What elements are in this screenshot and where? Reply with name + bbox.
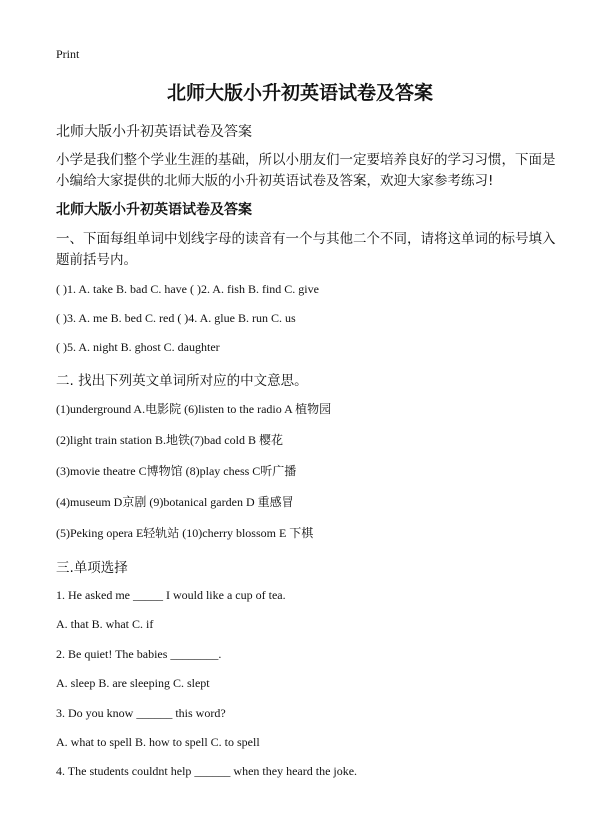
section2-row: (1)underground A.电影院 (6)listen to the radio A 植物园 [56, 402, 332, 416]
question: 3. Do you know ______ this word? [56, 706, 226, 720]
page-title: 北师大版小升初英语试卷及答案 [166, 82, 433, 104]
section2-row: (3)movie theatre C博物馆 (8)play chess C听广播 [56, 464, 297, 478]
section2-row: (5)Peking opera E轻轨站 (10)cherry blossom E 下棋 [56, 526, 314, 540]
intro-paragraph: 小学是我们整个学业生涯的基础，所以小朋友们一定要培养良好的学习习惯，下面是小编给大家提供的北师大版的小升初英语试卷及答案，欢迎大家参考练习! [56, 152, 556, 189]
section-heading: 北师大版小升初英语试卷及答案 [56, 202, 252, 218]
question: 2. Be quiet! The babies ________. [56, 647, 222, 661]
subtitle: 北师大版小升初英语试卷及答案 [56, 124, 252, 140]
section1-row: ( )5. A. night B. ghost C. daughter [56, 340, 220, 354]
answer-options: A. what to spell B. how to spell C. to spell [56, 735, 260, 749]
section3-instruction: 三.单项选择 [56, 560, 128, 576]
question: 4. The students couldnt help ______ when they heard the joke. [56, 764, 358, 778]
section1-instruction: 一、下面每组单词中划线字母的读音有一个与其他二个不同，请将这单词的标号填入题前括号内。 [56, 231, 556, 268]
print-link[interactable]: Print [56, 47, 80, 61]
section2-row: (2)light train station B.地铁(7)bad cold B 樱花 [56, 433, 283, 447]
section1-row: ( )1. A. take B. bad C. have ( )2. A. fish B. find C. give [56, 282, 319, 296]
answer-options: A. sleep B. are sleeping C. slept [56, 676, 210, 690]
section1-row: ( )3. A. me B. bed C. red ( )4. A. glue B. run C. us [56, 311, 296, 325]
section2-instruction: 二. 找出下列英文单词所对应的中文意思。 [56, 373, 308, 389]
question: 1. He asked me _____ I would like a cup of tea. [56, 588, 286, 602]
section2-row: (4)museum D京剧 (9)botanical garden D 重感冒 [56, 495, 294, 509]
answer-options: A. that B. what C. if [56, 617, 154, 631]
